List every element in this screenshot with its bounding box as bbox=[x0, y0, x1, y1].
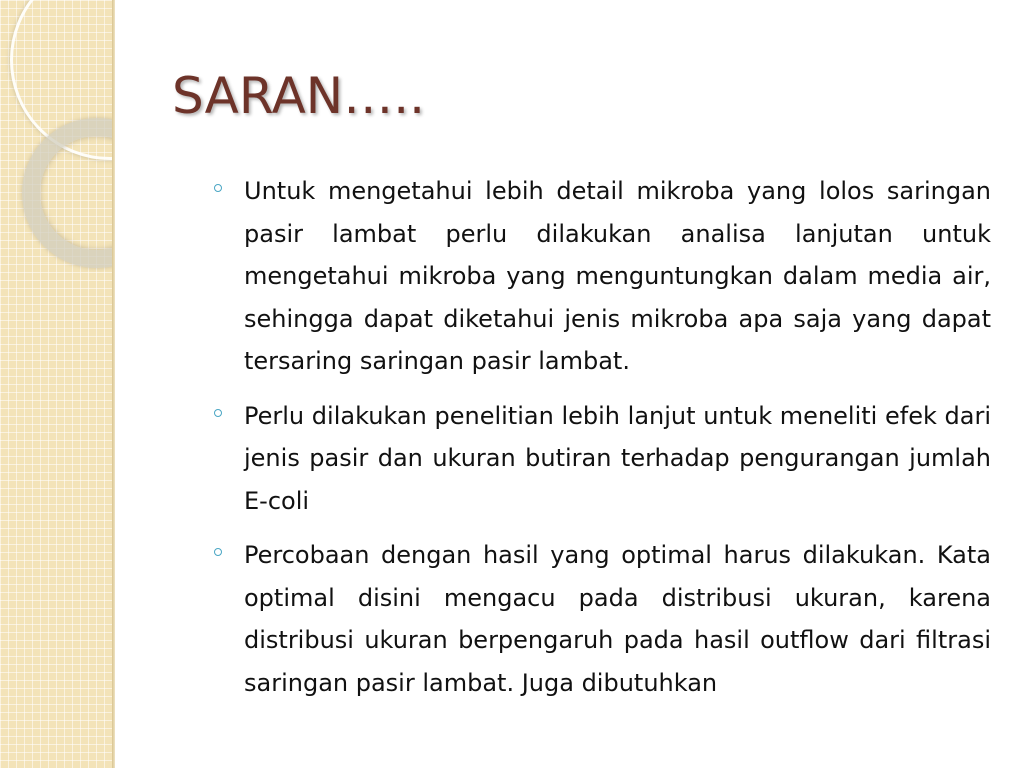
bullet-text: Percobaan dengan hasil yang optimal harus dilakukan. Kata optimal disini mengacu pada distribusi ukuran, karena distribusi ukuran berpengaruh pada hasil outflow dari filtrasi saringan pasir lambat. Juga dibutuhkan bbox=[244, 541, 991, 697]
panel-divider bbox=[112, 0, 115, 768]
decorative-ring-middle bbox=[22, 118, 112, 268]
bullet-item bbox=[214, 170, 991, 383]
bullet-text: Untuk mengetahui lebih detail mikroba yang lolos saringan pasir lambat perlu dilakukan analisa lanjutan untuk mengetahui mikroba yang menguntungkan dalam media air, sehingga dapat diketahui jenis mikroba apa saja yang dapat tersaring saringan pasir lambat. bbox=[244, 177, 991, 375]
bullet-circle-icon bbox=[214, 409, 222, 417]
slide-title: SARAN….. bbox=[172, 67, 425, 125]
bullet-circle-icon bbox=[214, 184, 222, 192]
decorative-side-panel bbox=[0, 0, 112, 768]
bullet-item bbox=[214, 534, 991, 704]
bullet-text: Perlu dilakukan penelitian lebih lanjut untuk meneliti efek dari jenis pasir dan ukuran butiran terhadap pengurangan jumlah E-coli bbox=[244, 401, 991, 515]
bullet-item bbox=[214, 395, 991, 523]
bullet-circle-icon bbox=[214, 548, 222, 556]
bullet-list bbox=[214, 170, 991, 716]
